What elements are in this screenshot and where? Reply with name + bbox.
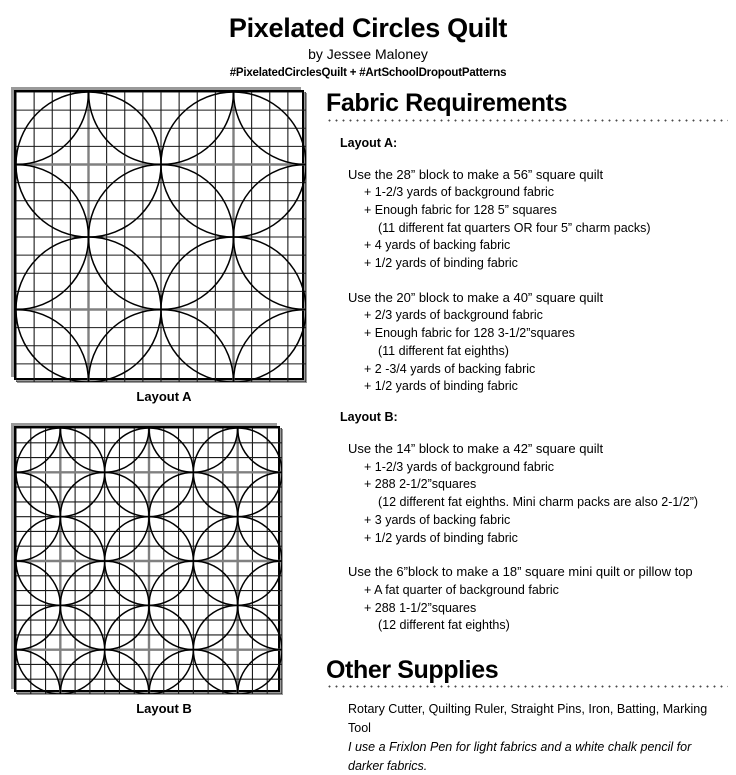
section-divider (326, 685, 728, 688)
requirement-group (348, 166, 728, 273)
requirement-item: + 1-2/3 yards of background fabric (364, 459, 555, 474)
requirement-heading: Use the 14” block to make a 42” square quilt (348, 441, 604, 457)
page-title: Pixelated Circles Quilt (228, 13, 508, 43)
requirement-subnote: (11 different fat quarters OR four 5” charm packs) (378, 220, 651, 235)
requirement-item: + 1/2 yards of binding fabric (364, 256, 518, 271)
requirement-item: + 288 2-1/2”squares (364, 477, 477, 492)
requirement-heading: Use the 20” block to make a 40” square quilt (348, 289, 604, 305)
requirement-item: + 4 yards of backing fabric (364, 238, 511, 253)
requirement-subnote: (12 different fat eighths) (378, 618, 510, 633)
layout-label: Layout A: (340, 135, 398, 150)
layout-a-diagram-block (14, 90, 314, 404)
supplies-tools-line: Rotary Cutter, Quilting Ruler, Straight Pins, Iron, Batting, Marking Tool (348, 702, 708, 736)
diagram-column (14, 90, 314, 718)
document-header (0, 0, 736, 80)
fabric-requirements-content (326, 136, 728, 635)
author-byline: by Jessee Maloney (308, 46, 428, 63)
requirement-item: + Enough fabric for 128 5” squares (364, 202, 557, 217)
other-supplies-section (326, 657, 728, 775)
layout-a-caption: Layout A (136, 389, 192, 405)
requirement-item: + 1-2/3 yards of background fabric (364, 185, 555, 200)
requirement-item: + 2 -3/4 yards of backing fabric (364, 361, 536, 376)
requirement-group (348, 563, 728, 635)
requirement-item: + A fat quarter of background fabric (364, 582, 559, 597)
requirement-item: + 2/3 yards of background fabric (364, 308, 543, 323)
requirement-heading: Use the 28” block to make a 56” square quilt (348, 166, 604, 182)
other-supplies-body (326, 700, 728, 775)
other-supplies-title: Other Supplies (326, 656, 499, 685)
section-divider (326, 119, 728, 122)
layout-a-quilt-diagram (14, 90, 304, 380)
layout-b-caption: Layout B (136, 701, 192, 717)
requirement-subnote: (11 different fat eighths) (378, 343, 509, 358)
requirement-item: + 1/2 yards of binding fabric (364, 530, 518, 545)
requirement-item: + 1/2 yards of binding fabric (364, 379, 518, 394)
requirement-item: + 3 yards of backing fabric (364, 512, 511, 527)
layout-label: Layout B: (340, 410, 398, 425)
requirement-group (348, 440, 728, 547)
requirement-heading: Use the 6”block to make a 18” square mini quilt or pillow top (348, 564, 693, 580)
fabric-requirements-title: Fabric Requirements (326, 89, 568, 118)
requirement-item: + 288 1-1/2”squares (364, 600, 477, 615)
supplies-note-line: I use a Frixlon Pen for light fabrics and a white chalk pencil for darker fabrics. (348, 739, 692, 773)
requirements-column (326, 90, 728, 775)
hashtags: #PixelatedCirclesQuilt + #ArtSchoolDropoutPatterns (229, 66, 507, 79)
requirement-subnote: (12 different fat eighths. Mini charm packs are also 2-1/2”) (378, 495, 699, 510)
layout-b-diagram-block (14, 426, 314, 716)
requirement-item: + Enough fabric for 128 3-1/2”squares (364, 326, 575, 341)
layout-b-quilt-diagram (14, 426, 280, 692)
requirement-group (348, 289, 728, 396)
